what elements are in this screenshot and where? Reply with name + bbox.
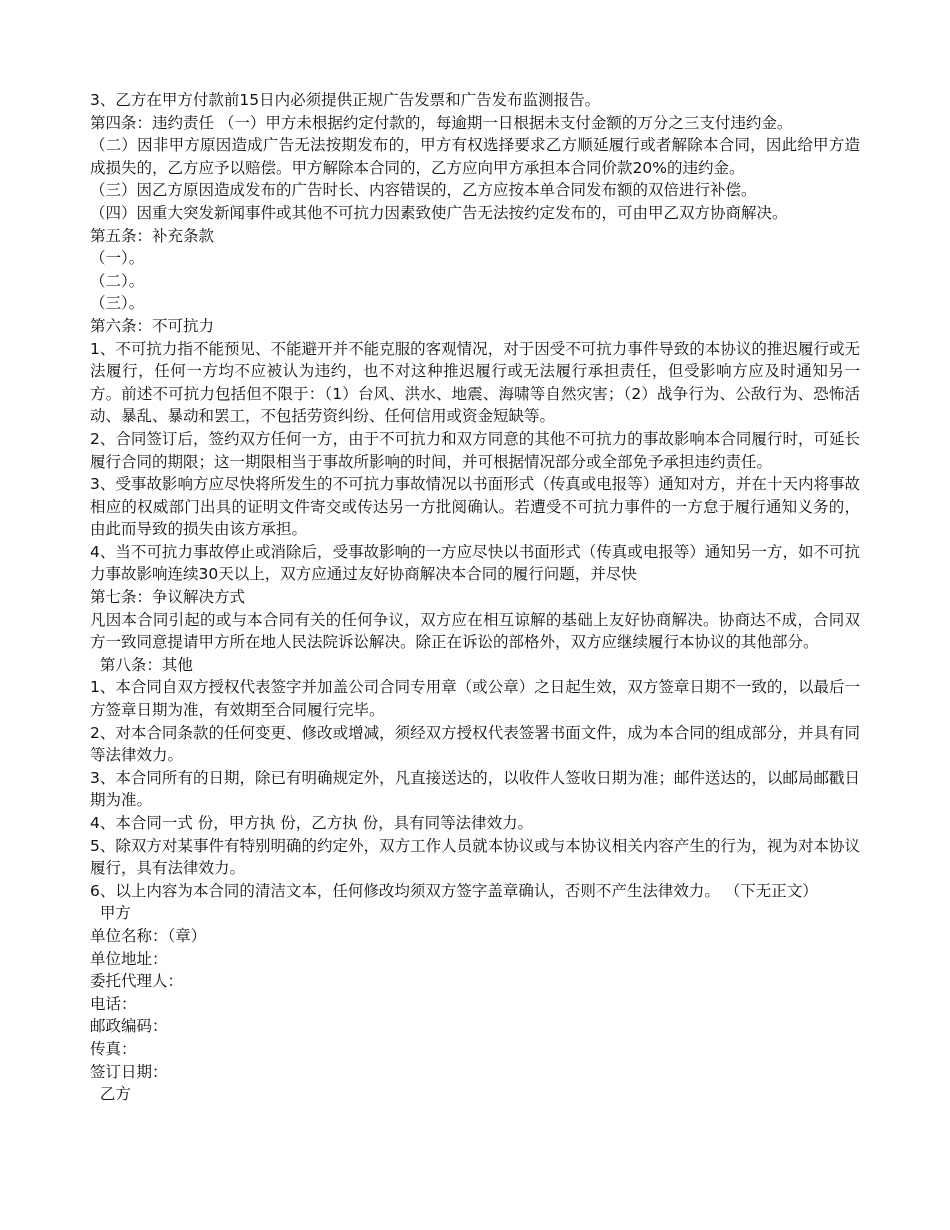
breach-item-4: （四）因重大突发新闻事件或其他不可抗力因素致使广告无法按约定发布的，可由甲乙双方协商解决。 <box>90 203 788 222</box>
supplement-item-3: （三）。 <box>90 294 145 313</box>
other-item-6: 6、以上内容为本合同的清洁文本，任何修改均须双方签字盖章确认，否则不产生法律效力。 （下无正文） <box>90 881 818 900</box>
supplement-item-1: （一）。 <box>90 249 145 268</box>
contract-document <box>90 89 860 1106</box>
party-a-company-name: 单位名称：（章） <box>90 926 207 945</box>
article-8-heading: 第八条：其他 <box>90 655 193 674</box>
article-6-heading: 第六条：不可抗力 <box>90 316 215 335</box>
breach-item-2: （二）因非甲方原因造成广告无法按期发布的，甲方有权选择要求乙方顺延履行或者解除本合同，因此给甲方造成损失的，乙方应予以赔偿。甲方解除本合同的，乙方应向甲方承担本合同价款20%的违约金。 <box>90 136 860 177</box>
party-b-heading: 乙方 <box>90 1085 131 1104</box>
clause-3-invoice: 3、乙方在甲方付款前15日内必须提供正规广告发票和广告发布监测报告。 <box>90 91 601 109</box>
party-a-agent: 委托代理人： <box>90 972 184 991</box>
article-5-heading: 第五条：补充条款 <box>90 226 215 245</box>
article-4-breach-liability: 第四条：违约责任 （一）甲方未根据约定付款的，每逾期一日根据未支付金额的万分之三支付违约金。 <box>90 113 793 132</box>
party-a-address: 单位地址： <box>90 949 168 968</box>
force-majeure-item-4: 4、当不可抗力事故停止或消除后，受事故影响的一方应尽快以书面形式（传真或电报等）通知另一方，如不可抗力事故影响连续30天以上，双方应通过友好协商解决本合同的履行问题，并尽快 <box>90 542 860 584</box>
force-majeure-item-3: 3、受事故影响方应尽快将所发生的不可抗力事故情况以书面形式（传真或电报等）通知对方，并在十天内将事故相应的权威部门出具的证明文件寄交或传达另一方批阅确认。若遭受不可抗力事件的一方怠于履行通知义务的，由此而导致的损失由该方承担。 <box>90 475 860 539</box>
party-a-fax: 传真： <box>90 1039 137 1058</box>
party-a-phone: 电话： <box>90 994 137 1013</box>
force-majeure-item-1: 1、不可抗力指不能预见、不能避开并不能克服的客观情况，对于因受不可抗力事件导致的本协议的推迟履行或无法履行，任何一方均不应被认为违约，也不对这种推迟履行或无法履行承担责任，但受影响方应及时通知另一方。前述不可抗力包括但不限于：（1）台风、洪水、地震、海啸等自然灾害；（2）战争行为、公敌行为、恐怖活动、暴乱、暴动和罢工，不包括劳资纠纷、任何信用或资金短缺等。 <box>90 339 860 426</box>
supplement-item-2: （二）。 <box>90 271 145 290</box>
article-7-heading: 第七条：争议解决方式 <box>90 588 246 607</box>
other-item-2: 2、对本合同条款的任何变更、修改或增减，须经双方授权代表签署书面文件，成为本合同的组成部分，并具有同等法律效力。 <box>90 723 860 765</box>
dispute-resolution-text: 凡因本合同引起的或与本合同有关的任何争议，双方应在相互谅解的基础上友好协商解决。协商达不成，合同双方一致同意提请甲方所在地人民法院诉讼解决。除正在诉讼的部格外，双方应继续履行本协议的其他部分。 <box>90 610 860 652</box>
other-item-3: 3、本合同所有的日期，除已有明确规定外，凡直接送达的，以收件人签收日期为准；邮件送达的，以邮局邮戳日期为准。 <box>90 768 860 810</box>
other-item-4: 4、本合同一式 份，甲方执 份，乙方执 份，具有同等法律效力。 <box>90 814 534 832</box>
party-a-sign-date: 签订日期： <box>90 1062 168 1081</box>
breach-item-3: （三）因乙方原因造成发布的广告时长、内容错误的，乙方应按本单合同发布额的双倍进行补偿。 <box>90 181 757 200</box>
party-a-postcode: 邮政编码： <box>90 1017 168 1036</box>
other-item-5: 5、除双方对某事件有特别明确的约定外，双方工作人员就本协议或与本协议相关内容产生的行为，视为对本协议履行，具有法律效力。 <box>90 836 860 878</box>
party-a-heading: 甲方 <box>90 904 131 923</box>
force-majeure-item-2: 2、合同签订后，签约双方任何一方，由于不可抗力和双方同意的其他不可抗力的事故影响本合同履行时，可延长履行合同的期限；这一期限相当于事故所影响的时间，并可根据情况部分或全部免予承担违约责任。 <box>90 429 860 471</box>
other-item-1: 1、本合同自双方授权代表签字并加盖公司合同专用章（或公章）之日起生效，双方签章日期不一致的，以最后一方签章日期为准，有效期至合同履行完毕。 <box>90 678 860 720</box>
